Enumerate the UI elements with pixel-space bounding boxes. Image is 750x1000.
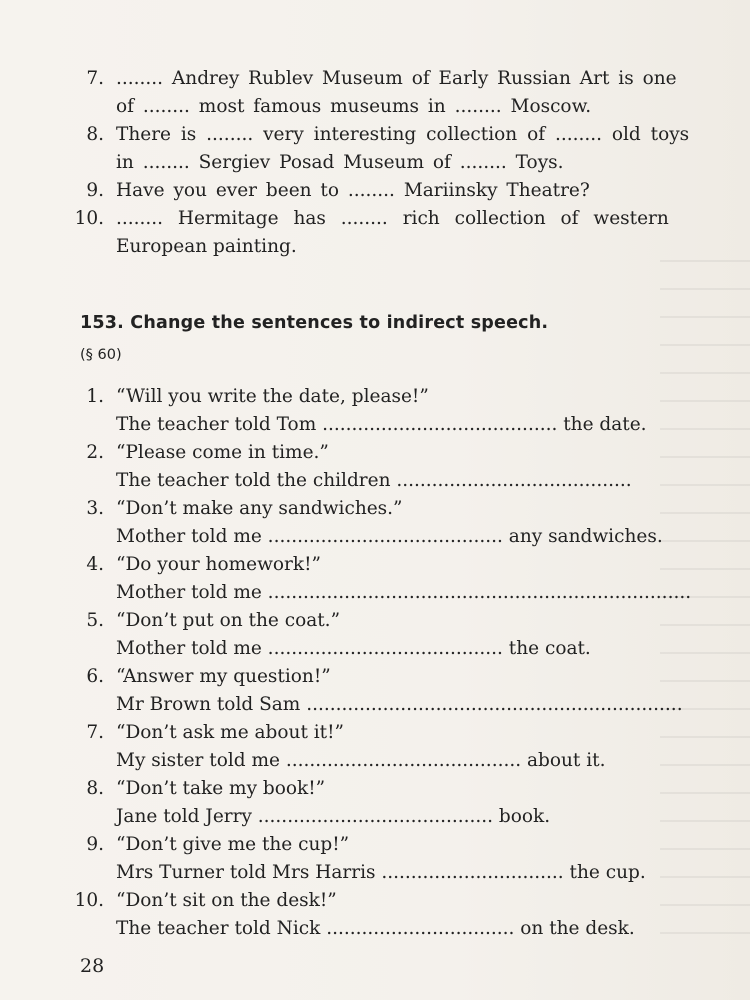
item-text: in ........ Sergiev Posad Museum of ........ Toys. [116, 152, 564, 173]
item-number: 4. [86, 554, 104, 575]
item-text: European painting. [116, 236, 297, 257]
item-text: ........ Hermitage has ........ rich collection of western [116, 208, 669, 229]
item-quote: “Don’t take my book!” [116, 778, 326, 799]
item-quote: “Don’t give me the cup!” [116, 834, 350, 855]
item-quote: “Don’t ask me about it!” [116, 722, 345, 743]
item-answer-line: My sister told me ........................................ about it. [116, 750, 606, 771]
item-quote: “Do your homework!” [116, 554, 321, 575]
item-answer-line: The teacher told Tom ........................................ the date. [116, 414, 647, 435]
item-quote: “Don’t put on the coat.” [116, 610, 341, 631]
item-quote: “Will you write the date, please!” [116, 386, 429, 407]
item-answer-line: Mr Brown told Sam ................................................................ [116, 694, 683, 715]
item-number: 3. [86, 498, 104, 519]
item-text: There is ........ very interesting collection of ........ old toys [116, 124, 690, 145]
item-answer-line: Mother told me ........................................ the coat. [116, 638, 591, 659]
item-number: 10. [74, 890, 104, 911]
item-number: 8. [86, 778, 104, 799]
item-number: 9. [86, 834, 104, 855]
exercise-title: 153. Change the sentences to indirect speech. [80, 313, 549, 333]
item-quote: “Don’t sit on the desk!” [116, 890, 337, 911]
item-text: ........ Andrey Rublev Museum of Early Russian Art is one [116, 68, 677, 89]
item-text: of ........ most famous museums in ........ Moscow. [116, 96, 592, 117]
item-number: 10. [74, 208, 104, 229]
item-quote: “Don’t make any sandwiches.” [116, 498, 403, 519]
item-answer-line: The teacher told Nick ................................ on the desk. [116, 918, 635, 939]
item-quote: “Answer my question!” [116, 666, 331, 687]
item-answer-line: Mother told me ........................................................................ [116, 582, 692, 603]
item-number: 7. [86, 722, 104, 743]
item-text: Have you ever been to ........ Mariinsky Theatre? [116, 180, 590, 201]
item-answer-line: The teacher told the children ........................................ [116, 470, 632, 491]
item-number: 5. [86, 610, 104, 631]
bleed-through-shadow [660, 260, 750, 960]
item-number: 7. [86, 68, 104, 89]
item-answer-line: Mother told me ........................................ any sandwiches. [116, 526, 663, 547]
item-number: 9. [86, 180, 104, 201]
item-answer-line: Mrs Turner told Mrs Harris ............................... the cup. [116, 862, 646, 883]
item-number: 6. [86, 666, 104, 687]
item-number: 1. [86, 386, 104, 407]
item-number: 8. [86, 124, 104, 145]
page-number: 28 [80, 955, 105, 977]
item-number: 2. [86, 442, 104, 463]
item-answer-line: Jane told Jerry ........................................ book. [116, 806, 551, 827]
grammar-reference: (§ 60) [80, 347, 122, 363]
item-quote: “Please come in time.” [116, 442, 329, 463]
